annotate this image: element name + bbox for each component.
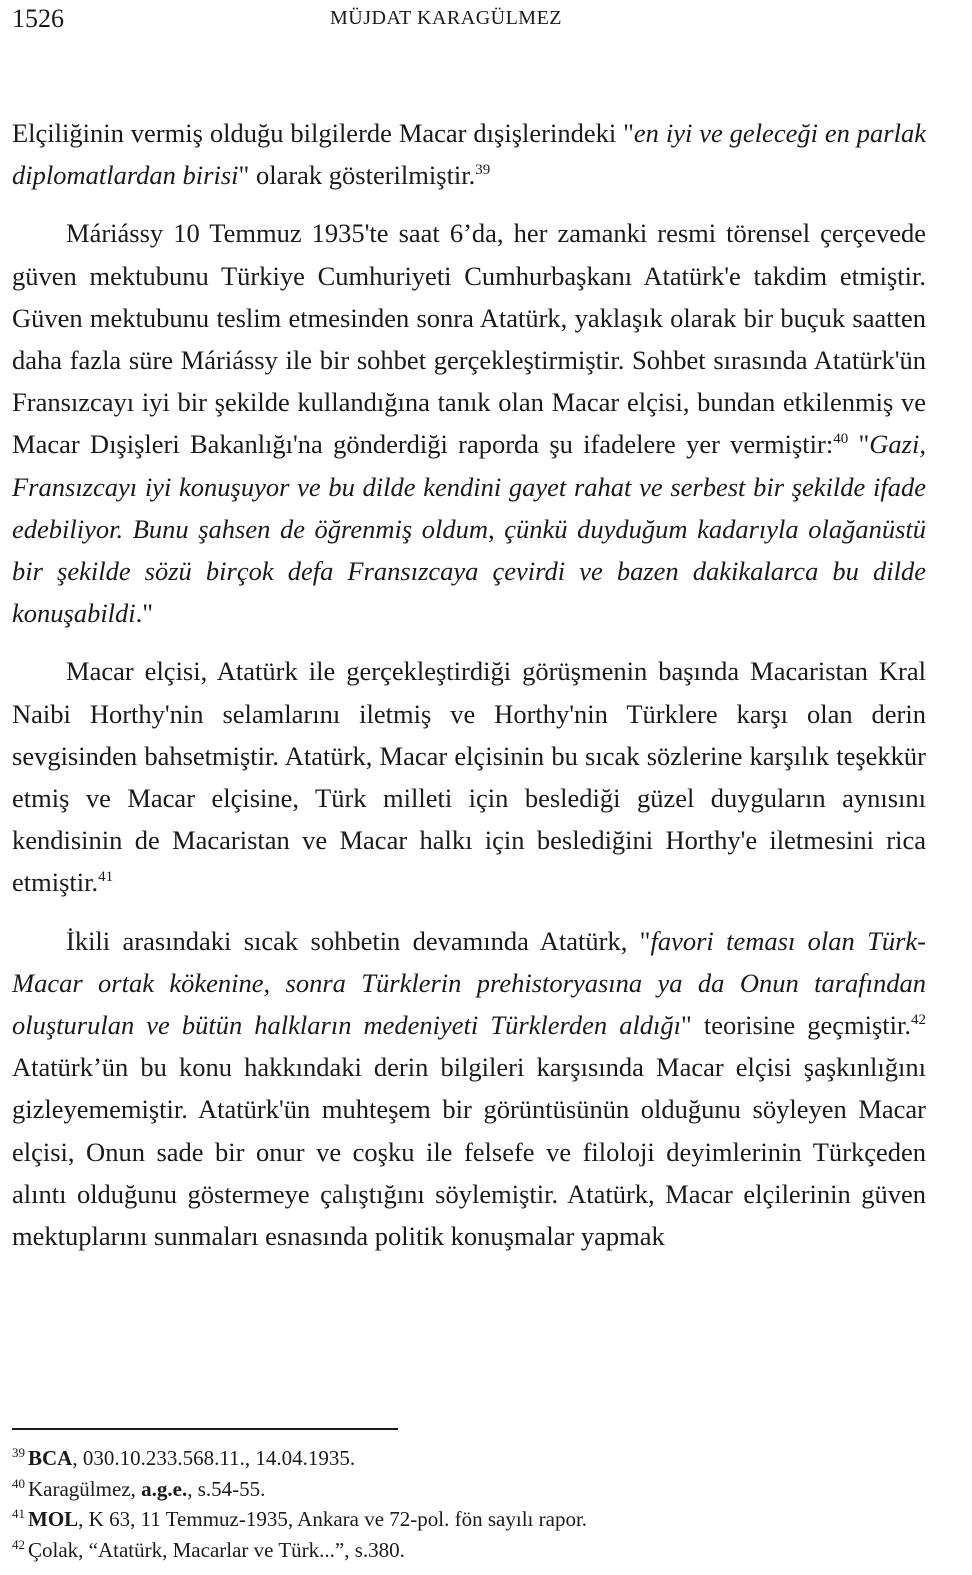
source-abbrev: MOL bbox=[28, 1507, 79, 1531]
text: " olarak gösterilmiştir. bbox=[238, 160, 476, 191]
text: Macar elçisi, Atatürk ile gerçekleştirdiği görüşmenin başında Macaristan Kral Naibi Horthy'nin selamlarını iletmiş ve Horthy'nin Türklere karşı olan derin sevgisinden bahsetmiştir. Atatürk, Macar elçisinin bu sıcak sözlerine karşılık teşekkür etmiş ve Macar elçisine, Türk milleti için beslediği güzel duyguların aynısını kendisinin de Macaristan ve Macar halkı için beslediğini Horthy'e iletmesini rica etmiştir. bbox=[12, 656, 926, 898]
quote-italic: en iyi ve geleceği en parlak diplomatlardan birisi bbox=[12, 118, 926, 191]
footnote-40 bbox=[12, 1474, 926, 1505]
text: İkili arasındaki sıcak sohbetin devamında Atatürk, " bbox=[66, 925, 651, 956]
page-number: 1526 bbox=[12, 4, 64, 33]
footnote-number: 40 bbox=[12, 1475, 25, 1491]
footnote-text: , s.54-55. bbox=[187, 1476, 266, 1501]
footnote-ref-40[interactable]: 40 bbox=[833, 431, 849, 448]
footnote-39 bbox=[12, 1443, 926, 1474]
footnote-text: , 030.10.233.568.11., 14.04.1935. bbox=[72, 1446, 356, 1470]
running-title: MÜJDAT KARAGÜLMEZ bbox=[330, 7, 563, 29]
text: " bbox=[848, 429, 870, 460]
source-abbrev: a.g.e. bbox=[141, 1476, 188, 1501]
paragraph-2 bbox=[12, 212, 926, 634]
main-text bbox=[12, 112, 926, 1257]
quote-italic: Gazi, Fransızcayı iyi konuşuyor ve bu dilde kendini gayet rahat ve serbest bir şekilde ifade edebiliyor. Bunu şahsen de öğrenmiş oldum, çünkü duyduğum kadarıyla olağanüstü bir şekilde sözü birçok defa Fransızcaya çevirdi ve bazen dakikalarca bu dilde konuşabildi bbox=[12, 429, 926, 629]
paragraph-1 bbox=[12, 112, 926, 196]
text: ." bbox=[135, 598, 154, 629]
footnote-text: Çolak, “Atatürk, Macarlar ve Türk...”, s.380. bbox=[28, 1537, 405, 1562]
text: Atatürk’ün bu konu hakkındaki derin bilgileri karşısında Macar elçisi şaşkınlığını gizleyememiştir. Atatürk'ün muhteşem bir görüntüsünün olduğunu söyleyen Macar elçisi, Onun sade bir onur ve coşku ile felsefe ve filoloji deyimlerinin Türkçeden alıntı olduğunu göstermeye çalıştığını söylemiştir. Atatürk, Macar elçilerinin güven mektuplarını sunmaları esnasında politik konuşmalar yapmak bbox=[12, 1052, 926, 1252]
text: Máriássy 10 Temmuz 1935'te saat 6’da, her zamanki resmi törensel çerçevede güven mektubunu Türkiye Cumhuriyeti Cumhurbaşkanı Atatürk'e takdim etmiştir. Güven mektubunu teslim etmesinden sonra Atatürk, yaklaşık olarak bir buçuk saatten daha fazla süre Máriássy ile bir sohbet gerçekleştirmiştir. Sohbet sırasında Atatürk'ün Fransızcayı iyi bir şekilde kullandığına tanık olan Macar elçisi, bundan etkilenmiş ve Macar Dışişleri Bakanlığı'na gönderdiği raporda şu ifadelere yer vermiştir: bbox=[12, 218, 926, 460]
page-header bbox=[12, 4, 952, 34]
source-abbrev: BCA bbox=[28, 1446, 73, 1470]
footnote-divider bbox=[12, 1428, 398, 1430]
footnote-number: 41 bbox=[12, 1506, 25, 1521]
paragraph-3 bbox=[12, 650, 926, 903]
footnotes bbox=[12, 1443, 926, 1565]
footnote-41 bbox=[12, 1504, 926, 1535]
footnote-number: 42 bbox=[12, 1536, 25, 1552]
footnote-ref-42[interactable]: 42 bbox=[911, 1012, 926, 1029]
text: " teorisine geçmiştir. bbox=[681, 1010, 911, 1041]
footnote-text: Karagülmez, bbox=[28, 1476, 142, 1501]
quote-italic: favori teması olan Türk-Macar ortak kökenine, sonra Türklerin prehistoryasına ya da Onun tarafından oluşturulan ve bütün halkların medeniyeti Türklerden aldığı bbox=[12, 925, 926, 1041]
footnote-ref-39[interactable]: 39 bbox=[475, 162, 491, 179]
footnote-text: , K 63, 11 Temmuz-1935, Ankara ve 72-pol. fön sayılı rapor. bbox=[78, 1507, 588, 1531]
footnote-number: 39 bbox=[12, 1445, 25, 1460]
paragraph-4 bbox=[12, 920, 926, 1258]
footnote-42 bbox=[12, 1535, 926, 1566]
footnote-ref-41[interactable]: 41 bbox=[98, 869, 114, 886]
text: Elçiliğinin vermiş olduğu bilgilerde Macar dışişlerindeki " bbox=[12, 118, 634, 148]
